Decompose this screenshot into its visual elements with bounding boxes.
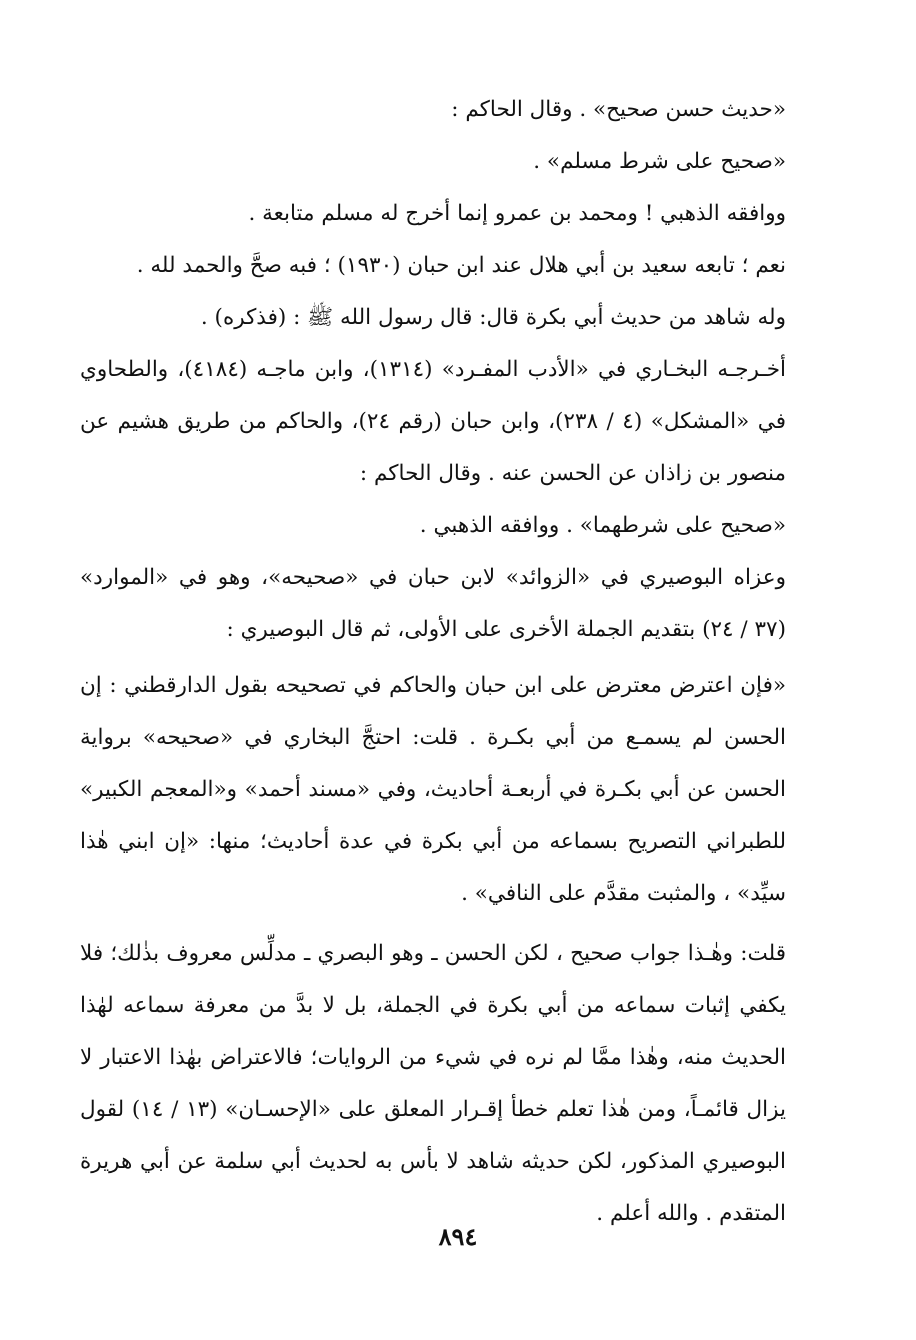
- paragraph-2: «صحيح على شرط مسلم» .: [533, 149, 786, 174]
- paragraph-5: وله شاهد من حديث أبي بكرة قال: قال رسول الله ﷺ : (فذكره) .: [200, 305, 786, 330]
- paragraph-7: «صحيح على شرطهما» . ووافقه الذهبي .: [419, 513, 786, 538]
- page-body: [80, 84, 808, 1240]
- paragraph-6: أخـرجـه البخـاري في «الأدب المفـرد» (١٣١٤)، وابن ماجـه (٤١٨٤)، والطحاوي في «المشكل» (٤ / ٢٣٨)، وابن حبان (رقم ٢٤)، والحاكم من طريق هشيم عن منصور بن زاذان عن الحسن عنه . وقال الحاكم :: [80, 357, 786, 486]
- page-number: ٨٩٤: [438, 1222, 478, 1251]
- paragraph-1: «حديث حسن صحيح» . وقال الحاكم :: [451, 97, 786, 122]
- paragraph-10: قلت: وهٰـذا جواب صحيح ، لكن الحسن ـ وهو البصري ـ مدلِّس معروف بذٰلك؛ فلا يكفي إثبات سماعه من أبي بكرة في الجملة، بل لا بدَّ من معرفة سماعه لهٰذا الحديث منه، وهٰذا ممَّا لم نره في شيء من الروايات؛ فالاعتراض بهٰذا الاعتبار لا يزال قائمـاً، ومن هٰذا تعلم خطأ إقـرار المعلق على «الإحسـان» (١٣ / ١٤) لقول البوصيري المذكور، لكن حديثه شاهد لا بأس به لحديث أبي سلمة عن أبي هريرة المتقدم . والله أعلم .: [80, 941, 786, 1226]
- paragraph-4: نعم ؛ تابعه سعيد بن أبي هلال عند ابن حبان (١٩٣٠) ؛ فبه صحَّ والحمد لله .: [136, 253, 786, 278]
- paragraph-9: «فإن اعترض معترض على ابن حبان والحاكم في تصحيحه بقول الدارقطني : إن الحسن لم يسمـع من أبي بكـرة . قلت: احتجَّ البخاري في «صحيحه» برواية الحسن عن أبي بكـرة في أربعـة أحاديث، وفي «مسند أحمد» و«المعجم الكبير» للطبراني التصريح بسماعه من أبي بكرة في عدة أحاديث؛ منها: «إن ابني هٰذا سيِّد» ، والمثبت مقدَّم على النافي» .: [80, 673, 786, 906]
- paragraph-8: وعزاه البوصيري في «الزوائد» لابن حبان في «صحيحه»، وهو في «الموارد» (٣٧ / ٢٤) بتقديم الجملة الأخرى على الأولى، ثم قال البوصيري :: [80, 565, 786, 642]
- paragraph-3: ووافقه الذهبي ! ومحمد بن عمرو إنما أخرج له مسلم متابعة .: [248, 201, 786, 226]
